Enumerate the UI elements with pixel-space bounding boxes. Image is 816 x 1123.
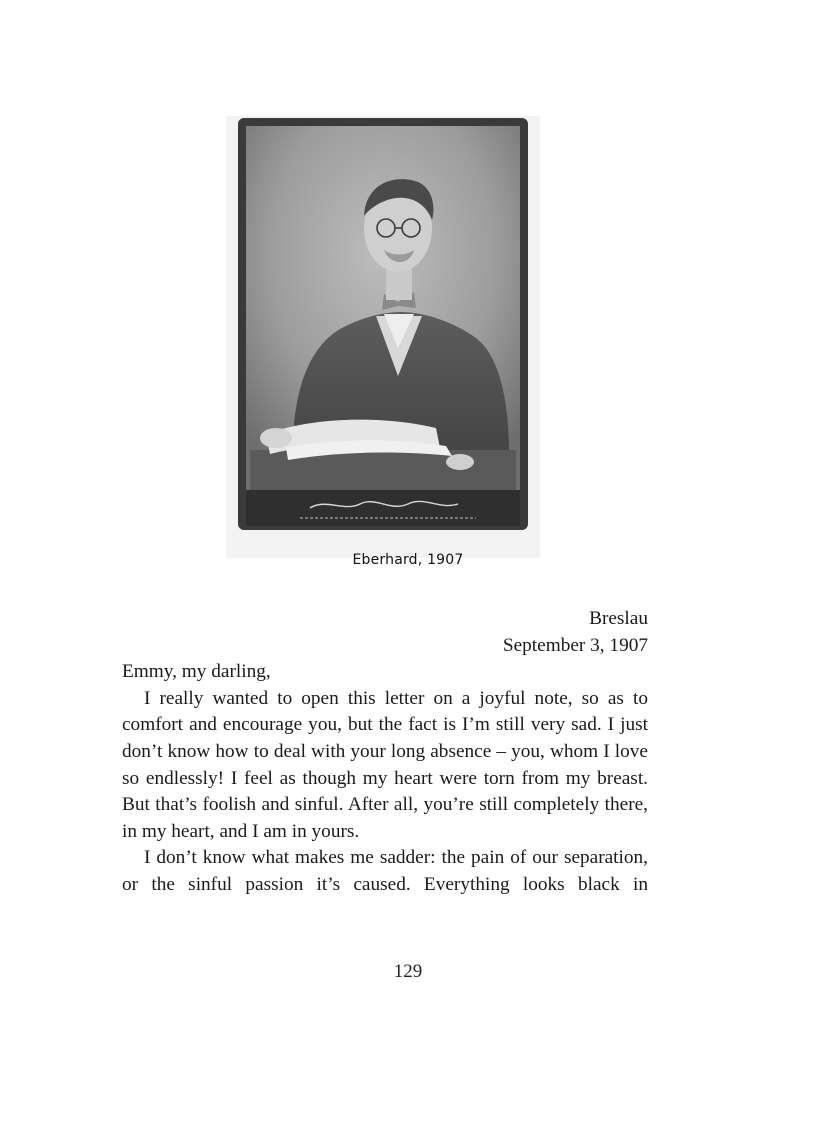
page-number: 129 — [393, 961, 423, 982]
letter-salutation: Emmy, my darling, — [122, 661, 271, 683]
figure-caption: Eberhard, 1907 — [352, 552, 464, 568]
letter-paragraph: I don’t know what makes me sadder: the pain of our separation, or the sinful passion it’s caused. Everything looks black in — [122, 847, 648, 895]
letter-date: September 3, 1907 — [502, 634, 648, 656]
portrait-photograph — [226, 116, 540, 558]
letter-paragraph: I really wanted to open this letter on a joyful note, so as to comfort and encourage you, but the fact is I’m still very sad. I just don’t know how to deal with your long absence – you, whom I love so endlessly! I feel as though my heart were torn from my breast. But that’s foolish and sinful. After all, you’re still completely there, in my heart, and I am in yours. — [122, 687, 648, 842]
letter-place: Breslau — [589, 608, 648, 629]
letter-body — [122, 606, 648, 899]
portrait-photograph-icon — [226, 116, 540, 558]
